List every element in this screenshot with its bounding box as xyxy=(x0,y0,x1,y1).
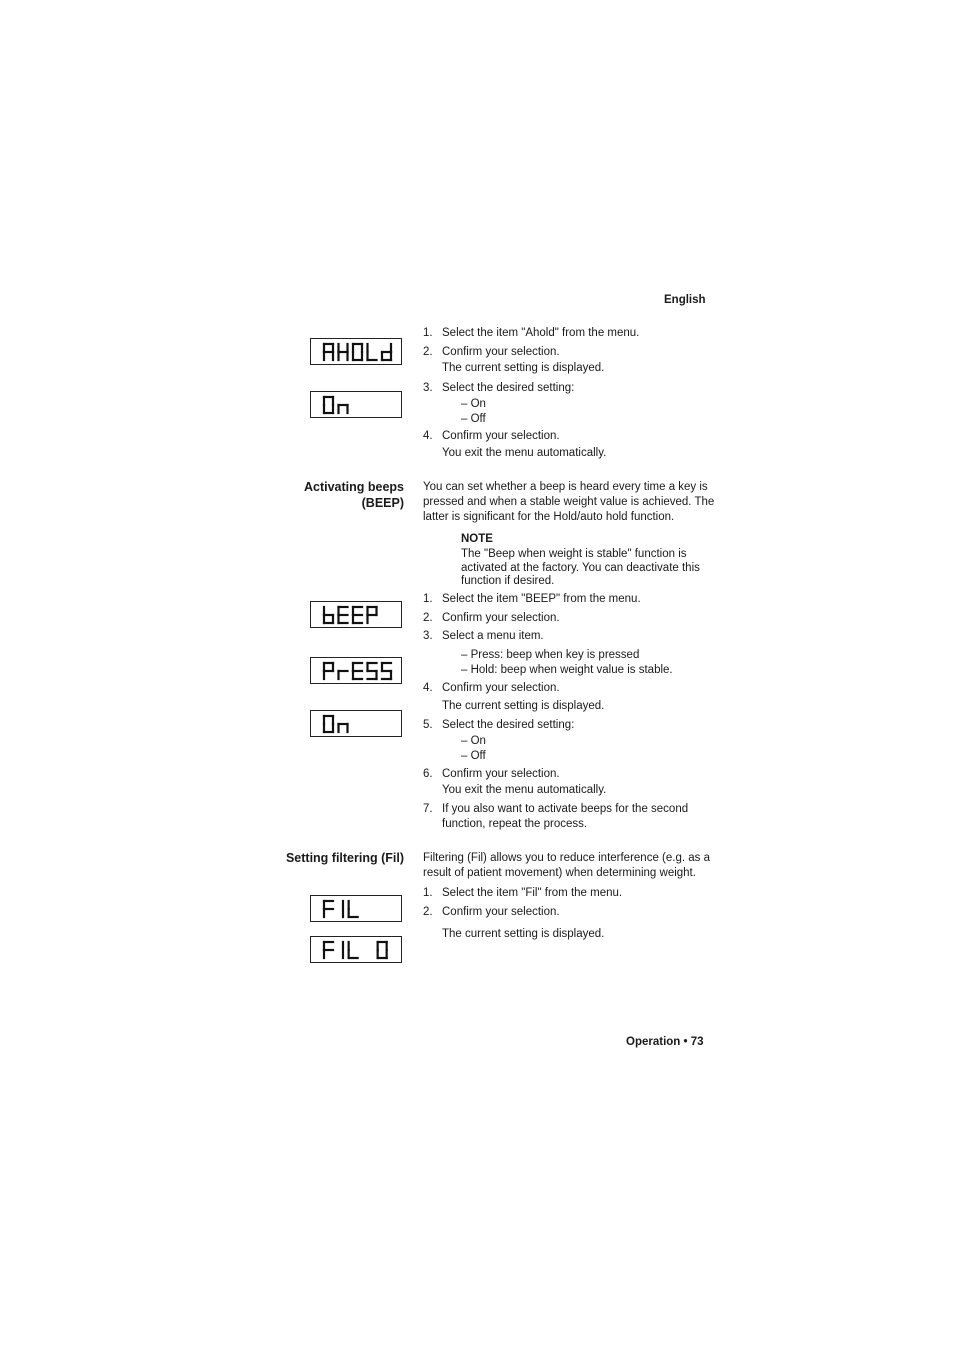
lcd-display-on xyxy=(310,391,402,418)
step-number: 2. xyxy=(423,612,433,624)
step-text: Confirm your selection. xyxy=(442,346,560,358)
note-title: NOTE xyxy=(461,533,493,545)
step-text: function, repeat the process. xyxy=(442,818,588,830)
option-item: – Off xyxy=(461,750,486,762)
lcd-segments xyxy=(311,711,403,738)
intro-paragraph: Filtering (Fil) allows you to reduce interference (e.g. as a result of patient movement) when determining weight. xyxy=(423,852,710,879)
step-text: Select the desired setting: xyxy=(442,382,575,394)
step-text: The current setting is displayed. xyxy=(442,928,605,940)
step-number: 4. xyxy=(423,682,433,694)
step-text: Confirm your selection. xyxy=(442,768,560,780)
step-number: 7. xyxy=(423,803,433,815)
step-number: 6. xyxy=(423,768,433,780)
step-text: Select the item "Ahold" from the menu. xyxy=(442,327,640,339)
step-text: Confirm your selection. xyxy=(442,430,560,442)
section-heading-beep-sub: (BEEP) xyxy=(361,496,404,510)
option-item: – On xyxy=(461,398,486,410)
step-number: 2. xyxy=(423,346,433,358)
step-number: 1. xyxy=(423,593,433,605)
lcd-segments xyxy=(311,339,403,366)
lcd-segments xyxy=(311,392,403,419)
lcd-segments xyxy=(311,658,403,685)
step-text: The current setting is displayed. xyxy=(442,362,605,374)
step-text: You exit the menu automatically. xyxy=(442,447,607,459)
section-heading-fil: Setting filtering (Fil) xyxy=(285,851,404,865)
step-text: Select the desired setting: xyxy=(442,719,575,731)
lcd-display-beep xyxy=(310,601,402,628)
option-item: – Off xyxy=(461,413,486,425)
option-item: – Press: beep when key is pressed xyxy=(461,649,640,661)
step-text: You exit the menu automatically. xyxy=(442,784,607,796)
step-number: 3. xyxy=(423,630,433,642)
lcd-display-ahold xyxy=(310,338,402,365)
lcd-display-fil xyxy=(310,895,402,922)
page-footer: Operation • 73 xyxy=(626,1036,704,1048)
lcd-display-fil-0 xyxy=(310,936,402,963)
note-text: The "Beep when weight is stable" function is activated at the factory. You can deactivate this function if desired. xyxy=(461,548,700,588)
step-text: If you also want to activate beeps for the second xyxy=(442,803,689,815)
step-text: The current setting is displayed. xyxy=(442,700,605,712)
lcd-segments xyxy=(311,896,403,923)
step-text: Select the item "Fil" from the menu. xyxy=(442,887,623,899)
language-header: English xyxy=(664,294,706,306)
step-text: Confirm your selection. xyxy=(442,906,560,918)
step-text: Confirm your selection. xyxy=(442,612,560,624)
lcd-display-on xyxy=(310,710,402,737)
step-number: 2. xyxy=(423,906,433,918)
option-item: – Hold: beep when weight value is stable. xyxy=(461,664,673,676)
step-text: Confirm your selection. xyxy=(442,682,560,694)
option-item: – On xyxy=(461,735,486,747)
step-number: 1. xyxy=(423,887,433,899)
step-number: 4. xyxy=(423,430,433,442)
step-number: 5. xyxy=(423,719,433,731)
lcd-segments xyxy=(311,937,403,964)
lcd-segments xyxy=(311,602,403,629)
step-number: 1. xyxy=(423,327,433,339)
section-heading-beep: Activating beeps xyxy=(303,480,404,494)
intro-paragraph: You can set whether a beep is heard every time a key is pressed and when a stable weight value is achieved. The latter is significant for the Hold/auto hold function. xyxy=(423,481,715,523)
lcd-display-press xyxy=(310,657,402,684)
step-text: Select the item "BEEP" from the menu. xyxy=(442,593,641,605)
step-text: Select a menu item. xyxy=(442,630,544,642)
step-number: 3. xyxy=(423,382,433,394)
